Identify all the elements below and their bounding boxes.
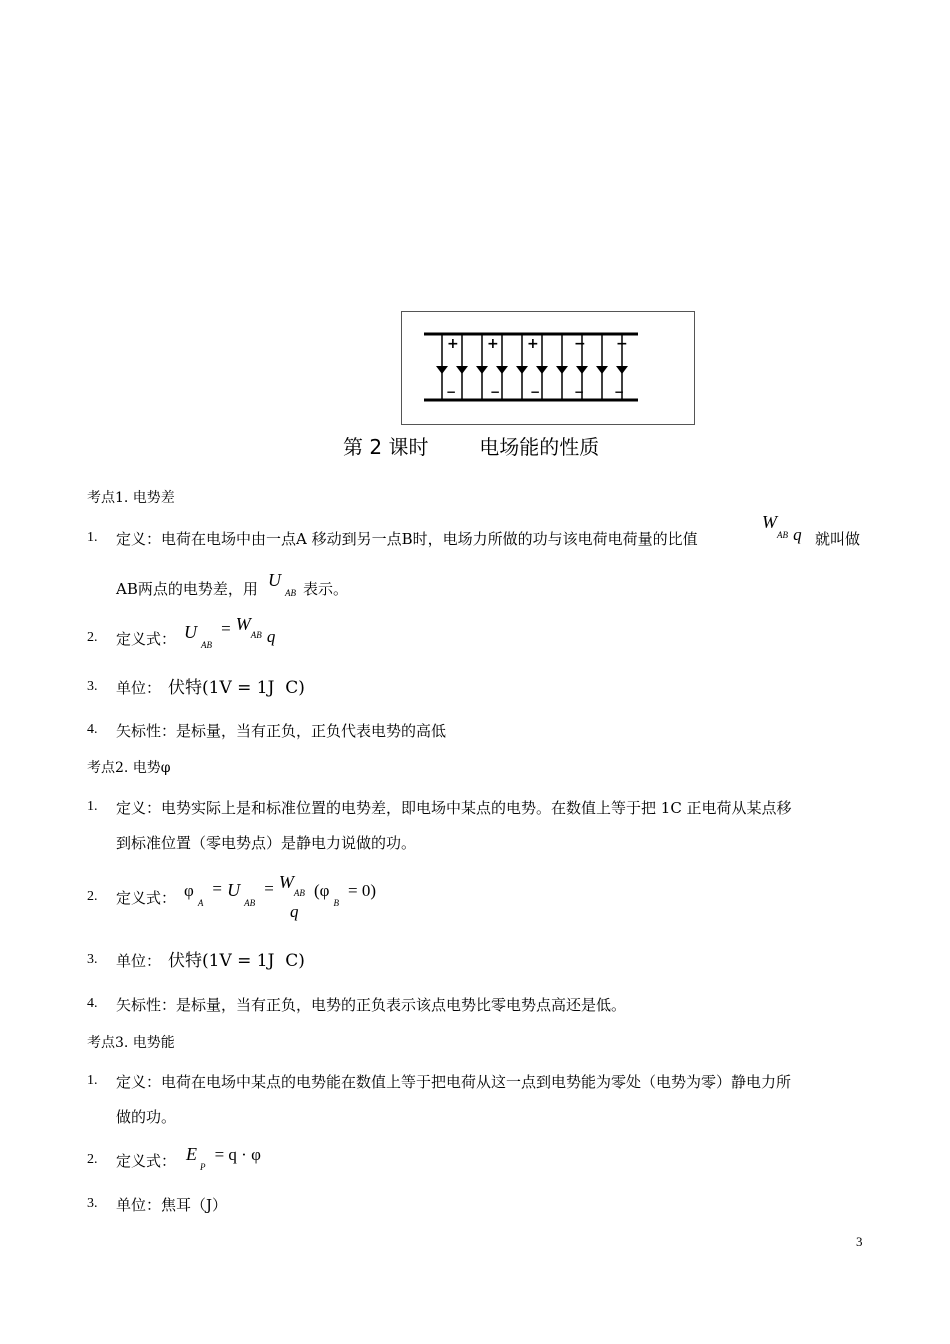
item-text: 单位： (116, 679, 162, 697)
minus-sign: − (530, 385, 541, 399)
item-number: 3. (87, 679, 98, 694)
item-number: 1. (87, 799, 98, 814)
section-heading: 考点3. 电势能 (87, 1035, 175, 1051)
minus-sign: − (574, 336, 586, 352)
item-number: 4. (87, 722, 98, 737)
item-text: 单位：焦耳（J） (116, 1196, 228, 1214)
section-heading: 考点2. 电势φ (87, 760, 171, 776)
formula-definition-u: $U_{AB} = W_{AB}$ q (184, 614, 276, 650)
item-text: 定义式： (116, 630, 177, 648)
item-number: 2. (87, 889, 98, 904)
item-number: 2. (87, 630, 98, 645)
unit-volt: 伏特(1V = 1J C) (168, 951, 305, 971)
arrow-heads (436, 366, 628, 374)
charge-diagram (402, 312, 694, 424)
page-title: 第 2 课时 电场能的性质 (343, 435, 600, 459)
item-text: 矢标性：是标量，当有正负，电势的正负表示该点电势比零电势点高还是低。 (116, 996, 627, 1014)
unit-volt: 伏特(1V = 1J C) (168, 678, 305, 698)
minus-sign: − (616, 336, 628, 352)
item-number: 3. (87, 952, 98, 967)
item-text: 矢标性：是标量，当有正负，正负代表电势的高低 (116, 722, 447, 740)
formula-ep: $E_P = q \cdot \varphi$ (186, 1144, 261, 1172)
item-number: 2. (87, 1152, 98, 1167)
item-text: 定义：电荷在电场中某点的电势能在数值上等于把电荷从这一点到电势能为零处（电势为零）静电力所 (116, 1073, 792, 1091)
item-number: 3. (87, 1196, 98, 1211)
formula-q-denominator: q (290, 902, 299, 921)
formula-u-ab: $U_{AB}$ (268, 570, 296, 598)
figure-frame (401, 311, 695, 425)
minus-sign: − (446, 385, 457, 399)
item-text: 做的功。 (116, 1108, 177, 1126)
plus-sign: + (487, 336, 499, 352)
formula-w-over-q: $W_{AB}$ q (762, 512, 802, 544)
plus-sign: + (527, 336, 539, 352)
item-text: 定义：电势实际上是和标准位置的电势差，即电场中某点的电势。在数值上等于把 1C 正电荷从某点移 (116, 799, 792, 817)
item-text: 定义：电荷在电场中由一点A 移动到另一点B时，电场力所做的功与该电荷电荷量的比值 (116, 530, 698, 548)
minus-sign: − (614, 385, 625, 399)
item-text: 表示。 (303, 580, 349, 598)
item-text: 定义式： (116, 1152, 177, 1170)
minus-sign: − (574, 385, 585, 399)
page-number: 3 (856, 1234, 863, 1249)
item-number: 1. (87, 1073, 98, 1088)
item-number: 4. (87, 996, 98, 1011)
formula-definition-phi: $\varphi_A = U_{AB} = W_{AB}$ $(\varphi_B = 0)$ (184, 872, 377, 908)
item-number: 1. (87, 530, 98, 545)
plus-sign: + (447, 336, 459, 352)
section-heading: 考点1. 电势差 (87, 490, 175, 506)
item-text: 单位： (116, 952, 162, 970)
minus-sign: − (490, 385, 501, 399)
item-text: 定义式： (116, 889, 177, 907)
item-text: AB两点的电势差，用 (116, 580, 258, 598)
item-text: 到标准位置（零电势点）是静电力说做的功。 (116, 834, 417, 852)
item-text: 就叫做 (815, 530, 861, 548)
